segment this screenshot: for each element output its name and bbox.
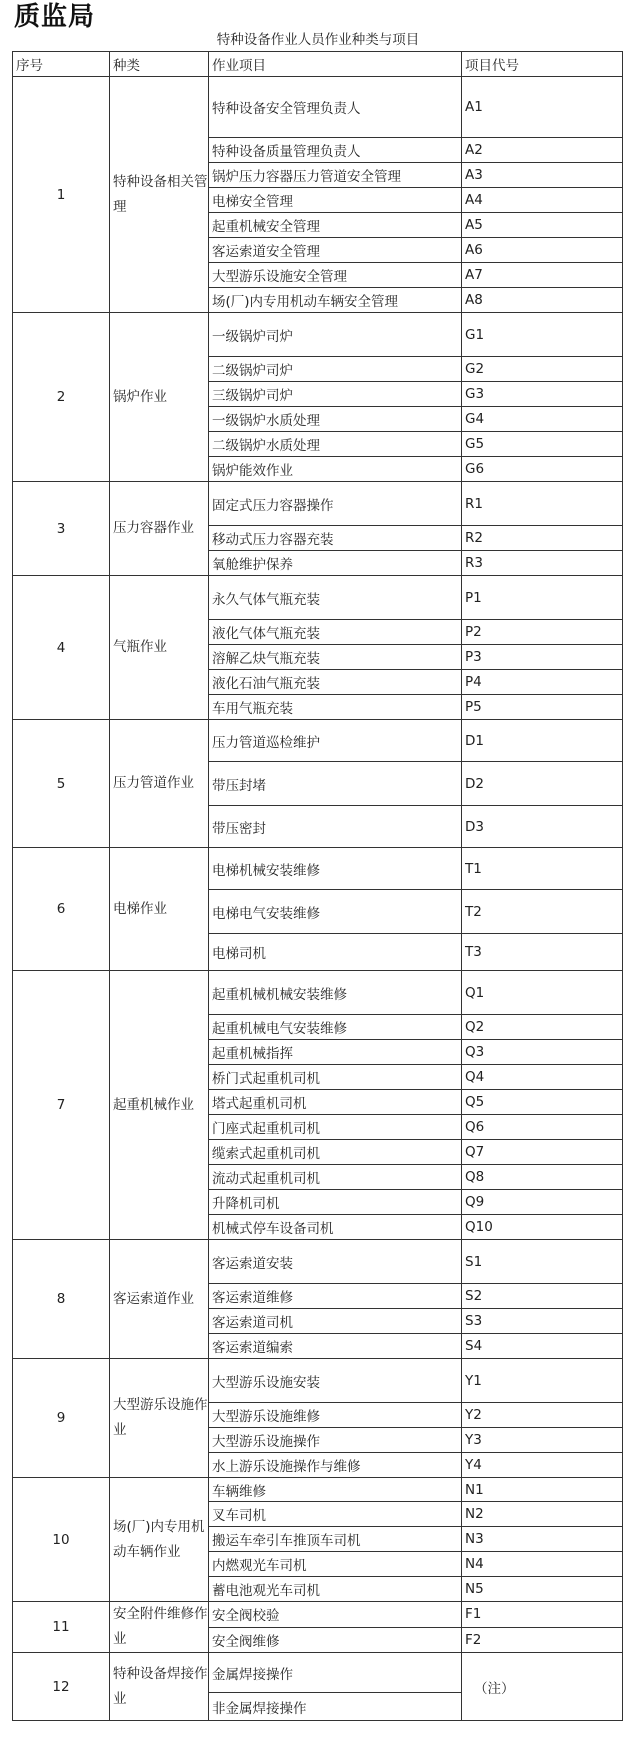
item-name-cell: 带压密封 xyxy=(209,806,462,848)
category-cell: 电梯作业 xyxy=(110,848,209,971)
item-name-cell: 二级锅炉司炉 xyxy=(209,357,462,382)
item-code-cell: A8 xyxy=(462,288,623,313)
item-name-cell: 塔式起重机司机 xyxy=(209,1090,462,1115)
item-code-cell: S3 xyxy=(462,1309,623,1334)
table-row xyxy=(13,1653,623,1693)
item-code-cell: A6 xyxy=(462,238,623,263)
item-code-cell: T3 xyxy=(462,934,623,971)
item-name-cell: 车辆维修 xyxy=(209,1478,462,1502)
item-code-cell: G1 xyxy=(462,313,623,357)
item-name-cell: 叉车司机 xyxy=(209,1502,462,1527)
item-name-cell: 起重机械安全管理 xyxy=(209,213,462,238)
item-code-cell: Y4 xyxy=(462,1453,623,1478)
table-row xyxy=(13,482,623,526)
table-row xyxy=(13,1478,623,1502)
item-name-cell: 蓄电池观光车司机 xyxy=(209,1577,462,1602)
item-code-cell: G3 xyxy=(462,382,623,407)
item-code-cell: N3 xyxy=(462,1527,623,1552)
table-row xyxy=(13,1359,623,1403)
item-name-cell: 一级锅炉水质处理 xyxy=(209,407,462,432)
item-name-cell: 客运索道安装 xyxy=(209,1240,462,1284)
seq-cell: 9 xyxy=(13,1359,110,1478)
item-code-cell: G2 xyxy=(462,357,623,382)
item-name-cell: 锅炉能效作业 xyxy=(209,457,462,482)
item-name-cell: 一级锅炉司炉 xyxy=(209,313,462,357)
item-name-cell: 锅炉压力容器压力管道安全管理 xyxy=(209,163,462,188)
table-body xyxy=(13,52,623,1721)
seq-cell: 12 xyxy=(13,1653,110,1721)
item-code-cell: Q5 xyxy=(462,1090,623,1115)
item-name-cell: 带压封堵 xyxy=(209,762,462,806)
item-name-cell: 升降机司机 xyxy=(209,1190,462,1215)
item-code-cell: P4 xyxy=(462,670,623,695)
item-name-cell: 大型游乐设施维修 xyxy=(209,1403,462,1428)
seq-cell: 5 xyxy=(13,720,110,848)
item-name-cell: 门座式起重机司机 xyxy=(209,1115,462,1140)
item-name-cell: 电梯司机 xyxy=(209,934,462,971)
item-name-cell: 起重机械指挥 xyxy=(209,1040,462,1065)
item-name-cell: 起重机械机械安装维修 xyxy=(209,971,462,1015)
item-name-cell: 溶解乙炔气瓶充装 xyxy=(209,645,462,670)
item-code-cell: T2 xyxy=(462,890,623,934)
item-code-cell: F2 xyxy=(462,1627,623,1653)
item-code-cell: S1 xyxy=(462,1240,623,1284)
table-row xyxy=(13,576,623,620)
item-name-cell: 场(厂)内专用机动车辆安全管理 xyxy=(209,288,462,313)
item-code-cell: G6 xyxy=(462,457,623,482)
item-code-cell: Y1 xyxy=(462,1359,623,1403)
item-code-cell: Q10 xyxy=(462,1215,623,1240)
item-code-cell: Q8 xyxy=(462,1165,623,1190)
item-name-cell: 二级锅炉水质处理 xyxy=(209,432,462,457)
header-cell-code: 项目代号 xyxy=(462,52,623,77)
category-cell: 起重机械作业 xyxy=(110,971,209,1240)
table-row xyxy=(13,1240,623,1284)
item-code-cell: D3 xyxy=(462,806,623,848)
item-name-cell: 电梯机械安装维修 xyxy=(209,848,462,890)
category-cell: 压力容器作业 xyxy=(110,482,209,576)
item-code-cell: R3 xyxy=(462,551,623,576)
table-row xyxy=(13,77,623,138)
item-code-cell: P1 xyxy=(462,576,623,620)
table-row xyxy=(13,720,623,762)
item-name-cell: 大型游乐设施操作 xyxy=(209,1428,462,1453)
item-name-cell: 永久气体气瓶充装 xyxy=(209,576,462,620)
item-name-cell: 电梯安全管理 xyxy=(209,188,462,213)
item-code-cell: P2 xyxy=(462,620,623,645)
item-code-cell: S4 xyxy=(462,1334,623,1359)
item-code-cell: D1 xyxy=(462,720,623,762)
item-code-cell: R2 xyxy=(462,526,623,551)
item-name-cell: 客运索道编索 xyxy=(209,1334,462,1359)
item-name-cell: 安全阀维修 xyxy=(209,1627,462,1653)
item-name-cell: 液化石油气瓶充装 xyxy=(209,670,462,695)
item-code-cell: Q9 xyxy=(462,1190,623,1215)
item-code-cell: P3 xyxy=(462,645,623,670)
item-name-cell: 安全阀校验 xyxy=(209,1602,462,1628)
item-code-cell: Y3 xyxy=(462,1428,623,1453)
seq-cell: 6 xyxy=(13,848,110,971)
category-cell: 大型游乐设施作业 xyxy=(110,1359,209,1478)
item-name-cell: 电梯电气安装维修 xyxy=(209,890,462,934)
category-cell: 安全附件维修作业 xyxy=(110,1602,209,1653)
item-code-cell: Q6 xyxy=(462,1115,623,1140)
table-row xyxy=(13,313,623,357)
item-name-cell: 起重机械电气安装维修 xyxy=(209,1015,462,1040)
category-cell: 锅炉作业 xyxy=(110,313,209,482)
item-code-cell: F1 xyxy=(462,1602,623,1628)
item-code-cell: N4 xyxy=(462,1552,623,1577)
item-code-cell: A1 xyxy=(462,77,623,138)
table-row xyxy=(13,1602,623,1628)
seq-cell: 8 xyxy=(13,1240,110,1359)
work-category-table xyxy=(12,51,623,1721)
item-code-cell: A2 xyxy=(462,138,623,163)
item-name-cell: 客运索道司机 xyxy=(209,1309,462,1334)
item-name-cell: 缆索式起重机司机 xyxy=(209,1140,462,1165)
item-code-cell: （注） xyxy=(462,1653,623,1721)
item-code-cell: G5 xyxy=(462,432,623,457)
category-cell: 特种设备相关管理 xyxy=(110,77,209,313)
page-title: 质监局 xyxy=(14,2,96,32)
item-code-cell: S2 xyxy=(462,1284,623,1309)
category-cell: 特种设备焊接作业 xyxy=(110,1653,209,1721)
item-name-cell: 大型游乐设施安装 xyxy=(209,1359,462,1403)
item-code-cell: N1 xyxy=(462,1478,623,1502)
table-row xyxy=(13,848,623,890)
item-name-cell: 特种设备质量管理负责人 xyxy=(209,138,462,163)
table-caption: 特种设备作业人员作业种类与项目 xyxy=(216,32,420,48)
item-code-cell: A3 xyxy=(462,163,623,188)
item-name-cell: 非金属焊接操作 xyxy=(209,1693,462,1721)
item-name-cell: 金属焊接操作 xyxy=(209,1653,462,1693)
item-name-cell: 客运索道安全管理 xyxy=(209,238,462,263)
item-code-cell: Q3 xyxy=(462,1040,623,1065)
seq-cell: 11 xyxy=(13,1602,110,1653)
category-cell: 客运索道作业 xyxy=(110,1240,209,1359)
item-code-cell: Q4 xyxy=(462,1065,623,1090)
item-name-cell: 流动式起重机司机 xyxy=(209,1165,462,1190)
item-code-cell: A7 xyxy=(462,263,623,288)
category-cell: 气瓶作业 xyxy=(110,576,209,720)
item-code-cell: Y2 xyxy=(462,1403,623,1428)
header-cell-seq: 序号 xyxy=(13,52,110,77)
item-name-cell: 车用气瓶充装 xyxy=(209,695,462,720)
item-code-cell: P5 xyxy=(462,695,623,720)
item-name-cell: 三级锅炉司炉 xyxy=(209,382,462,407)
seq-cell: 1 xyxy=(13,77,110,313)
item-name-cell: 机械式停车设备司机 xyxy=(209,1215,462,1240)
item-code-cell: D2 xyxy=(462,762,623,806)
item-code-cell: N5 xyxy=(462,1577,623,1602)
item-name-cell: 搬运车牵引车推顶车司机 xyxy=(209,1527,462,1552)
item-name-cell: 液化气体气瓶充装 xyxy=(209,620,462,645)
item-code-cell: Q1 xyxy=(462,971,623,1015)
header-cell-item: 作业项目 xyxy=(209,52,462,77)
header-cell-category: 种类 xyxy=(110,52,209,77)
item-name-cell: 水上游乐设施操作与维修 xyxy=(209,1453,462,1478)
category-cell: 场(厂)内专用机动车辆作业 xyxy=(110,1478,209,1602)
item-name-cell: 桥门式起重机司机 xyxy=(209,1065,462,1090)
item-name-cell: 内燃观光车司机 xyxy=(209,1552,462,1577)
category-cell: 压力管道作业 xyxy=(110,720,209,848)
item-name-cell: 客运索道维修 xyxy=(209,1284,462,1309)
seq-cell: 2 xyxy=(13,313,110,482)
table-row xyxy=(13,971,623,1015)
item-code-cell: T1 xyxy=(462,848,623,890)
item-name-cell: 压力管道巡检维护 xyxy=(209,720,462,762)
item-code-cell: Q2 xyxy=(462,1015,623,1040)
header-row xyxy=(13,52,623,77)
item-name-cell: 大型游乐设施安全管理 xyxy=(209,263,462,288)
item-code-cell: G4 xyxy=(462,407,623,432)
item-code-cell: Q7 xyxy=(462,1140,623,1165)
item-code-cell: N2 xyxy=(462,1502,623,1527)
item-code-cell: R1 xyxy=(462,482,623,526)
seq-cell: 10 xyxy=(13,1478,110,1602)
seq-cell: 4 xyxy=(13,576,110,720)
item-name-cell: 固定式压力容器操作 xyxy=(209,482,462,526)
seq-cell: 3 xyxy=(13,482,110,576)
item-name-cell: 氧舱维护保养 xyxy=(209,551,462,576)
item-name-cell: 特种设备安全管理负责人 xyxy=(209,77,462,138)
item-code-cell: A5 xyxy=(462,213,623,238)
item-name-cell: 移动式压力容器充装 xyxy=(209,526,462,551)
item-code-cell: A4 xyxy=(462,188,623,213)
seq-cell: 7 xyxy=(13,971,110,1240)
